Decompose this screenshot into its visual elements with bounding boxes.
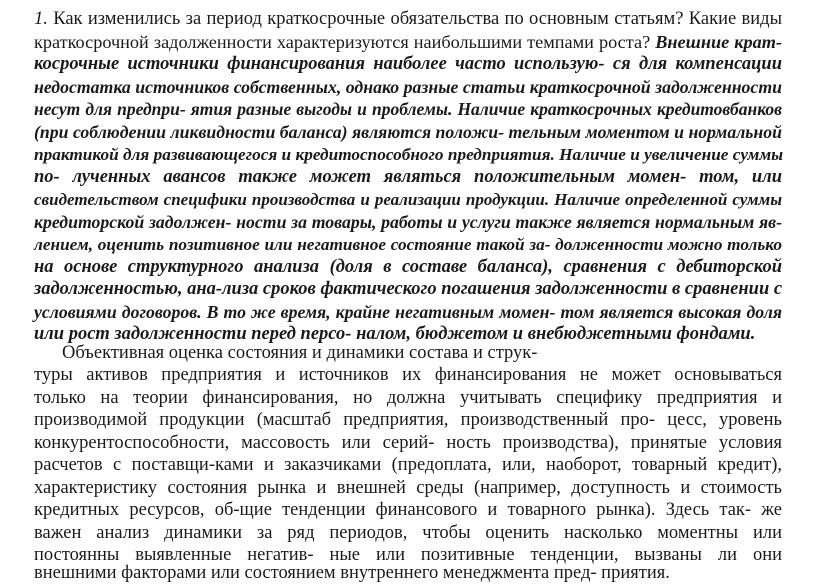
paragraph-line: только на теории финансирования, но должна учитывать специфику предприятия и <box>34 387 782 408</box>
answer-line: недостатка источников собственных, однако разные статьи краткосрочной задолженности <box>34 76 782 97</box>
paragraph-first-line: Объективная оценка состояния и динамики состава и струк- <box>62 343 538 363</box>
answer-line: лением, оценить позитивное или негативное состояние такой за- долженности можно только <box>34 235 782 254</box>
question-number: 1. <box>34 9 48 29</box>
answer-line-last: или рост задолженности перед персо- налом, бюджетом и внебюджетными фондами. <box>34 324 756 344</box>
paragraph-line: важен анализ динамики за ряд периодов, чтобы оценить насколько моментны или <box>34 522 782 543</box>
paragraph-line: постоянны выявленные негатив- ные или позитивные тенденции, вызваны ли они <box>34 545 782 565</box>
answer-line: по- лученных авансов также может являться положительным момен- том, или <box>34 166 782 187</box>
answer-line: косрочные источники финансирования наиболее часто использую- ся для компенсации <box>34 54 782 74</box>
paragraph-line: кредитных ресурсов, об-щие тенденции финансового и товарного рынка). Здесь так- же <box>34 500 782 520</box>
paragraph-last-line: внешними факторами или состоянием внутреннего менеджмента пред- приятия. <box>34 563 670 583</box>
paragraph-line: расчетов с поставщи-ками и заказчиками (предоплата, или, наоборот, товарный кредит), <box>34 455 782 475</box>
answer-line: несут для предпри- ятия разные выгоды и проблемы. Наличие краткосрочных кредитовбанков <box>34 99 782 119</box>
paragraph-line: конкурентоспособности, массовость или серий- ность производства), принятые условия <box>34 432 782 453</box>
question-text: краткосрочной задолженности характеризуются наибольшими темпами роста? <box>34 31 656 52</box>
text-line <box>34 8 782 31</box>
answer-line: на основе структурного анализа (доля в составе баланса), сравнения с дебиторской <box>34 256 782 277</box>
answer-line: кредиторской задолжен- ности за товары, работы и услуги также является нормальным яв- <box>34 211 782 232</box>
answer-line: практикой для развивающегося и кредитоспособного предприятия. Наличие и увеличение суммы <box>34 145 784 164</box>
paragraph-line: характеристику состояния рынка и внешней среды (например, доступность и стоимость <box>34 477 782 498</box>
text-line <box>34 31 782 54</box>
answer-line: условиями договоров. В то же время, крайне негативным момен- том является высокая доля <box>34 301 782 322</box>
answer-line: свидетельством специфики производства и реализации продукции. Наличие определенной суммы <box>34 190 782 209</box>
paragraph-line: туры активов предприятия и источников их финансирования не может основываться <box>34 365 782 385</box>
answer-line: (при соблюдении ликвидности баланса) являются положи- тельным моментом и нормальной <box>34 121 783 142</box>
answer-line: задолженностью, ана-лиза сроков фактического погашения задолженности в сравнении с <box>34 279 783 299</box>
question-text: Как изменились за период краткосрочные обязательства по основным статьям? Какие виды <box>47 9 782 29</box>
paragraph-line: производимой продукции (масштаб предприятия, производственный про- цесс, уровень <box>34 410 782 430</box>
answer-text: Внешние крат- <box>655 31 783 52</box>
